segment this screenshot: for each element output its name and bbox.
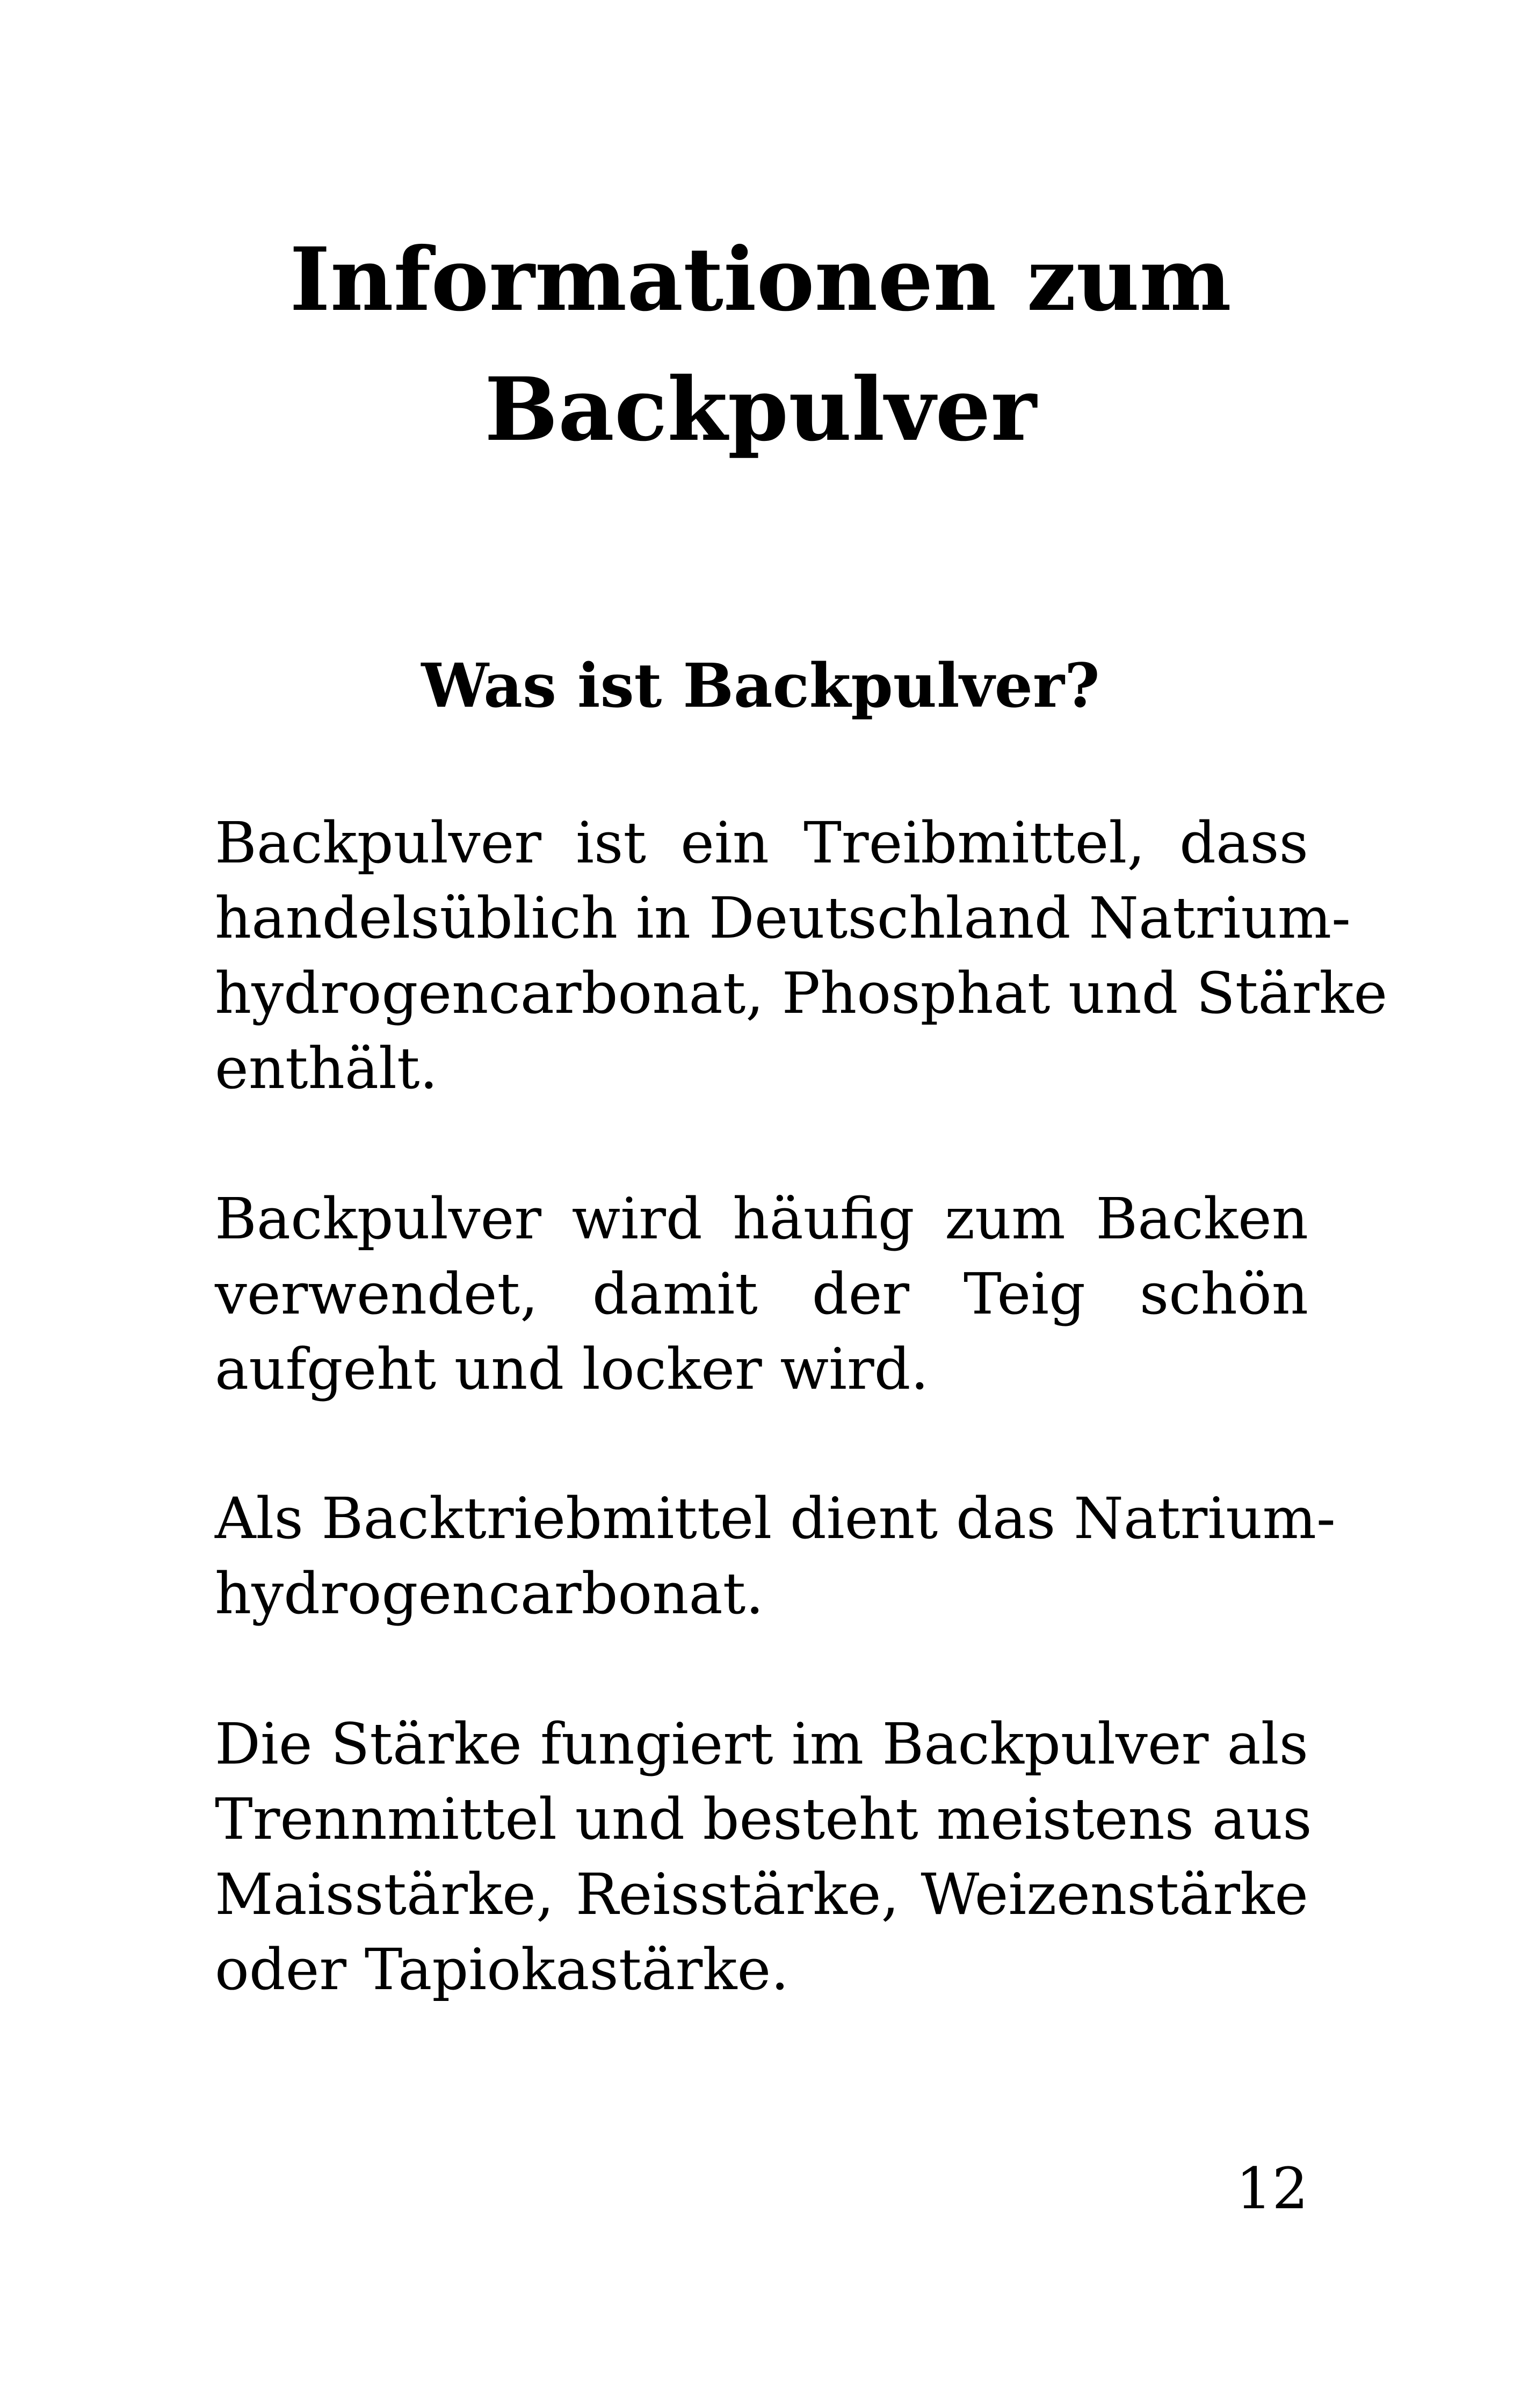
paragraph-line: hydrogencarbonat. bbox=[215, 1561, 764, 1627]
paragraph-line: verwendet, damit der Teig schön bbox=[215, 1261, 1308, 1327]
page-number: 12 bbox=[1236, 2156, 1308, 2222]
paragraph-line: Maisstärke, Reisstärke, Weizenstärke bbox=[215, 1861, 1308, 1927]
paragraph-line: Backpulver ist ein Treibmittel, dass bbox=[215, 810, 1308, 876]
title-line-1: Informationen zum bbox=[289, 229, 1232, 331]
section-heading: Was ist Backpulver? bbox=[421, 651, 1100, 721]
paragraph-line: Backpulver wird häufig zum Backen bbox=[215, 1186, 1308, 1252]
paragraph-line: Als Backtriebmittel dient das Natrium- bbox=[215, 1485, 1336, 1551]
paragraph-3 bbox=[215, 1481, 1336, 1631]
paragraph-1 bbox=[215, 806, 1388, 1106]
title-line-2: Backpulver bbox=[484, 359, 1037, 461]
paragraph-4 bbox=[215, 1707, 1312, 2007]
paragraph-line: Die Stärke fungiert im Backpulver als bbox=[215, 1711, 1308, 1777]
paragraph-line: oder Tapiokastärke. bbox=[215, 1936, 789, 2003]
paragraph-line: handelsüblich in Deutschland Natrium- bbox=[215, 885, 1351, 951]
paragraph-line: Trennmittel und besteht meistens aus bbox=[215, 1786, 1312, 1852]
paragraph-line: hydrogencarbonat, Phosphat und Stärke bbox=[215, 960, 1388, 1026]
paragraph-line: enthält. bbox=[215, 1035, 438, 1101]
paragraph-line: aufgeht und locker wird. bbox=[215, 1336, 929, 1402]
paragraph-2 bbox=[215, 1181, 1308, 1407]
page-title bbox=[215, 215, 1306, 475]
